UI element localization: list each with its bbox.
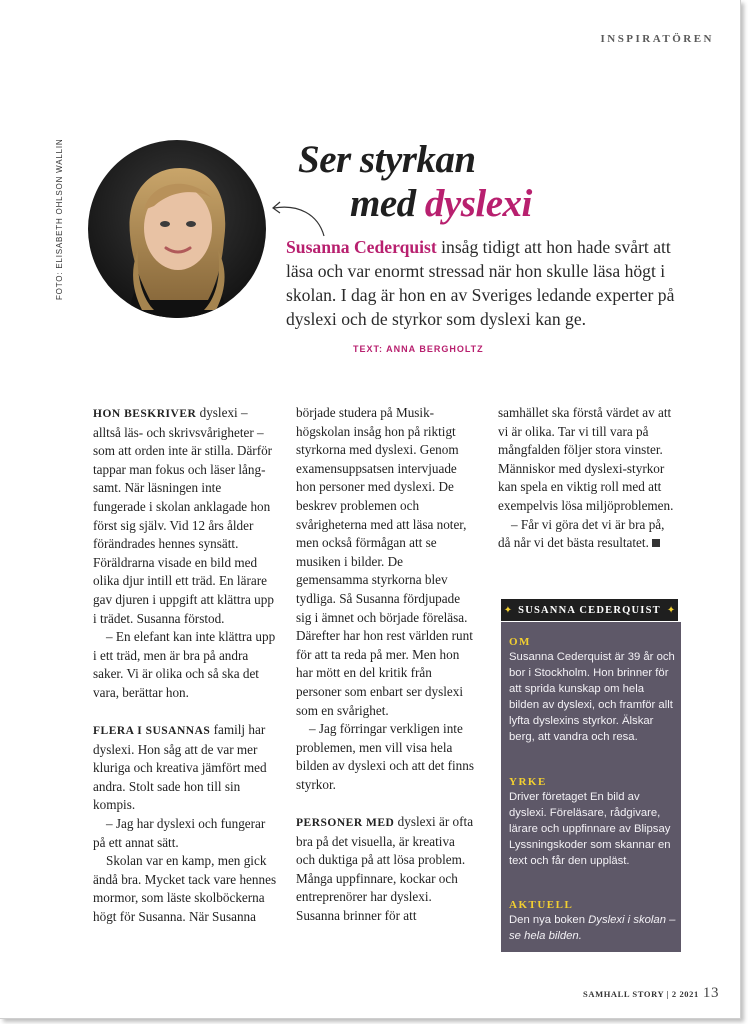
paragraph-text: familj har dyslexi. Hon såg att de var mer kluriga och kreativa jämfört med andra. Stolt sade hon till sin kompis. (93, 722, 267, 813)
factbox-text: Susanna Cederquist är 39 år och bor i Stockholm. Hon brinner för att sprida kunskap om hela bilden av dyslexi, och framför allt lyfta dyslexins styrkor. Älskar berg, att vandra och resa. (509, 651, 675, 744)
paragraph (93, 721, 277, 815)
factbox-yrke (509, 775, 677, 869)
factbox-text (509, 912, 677, 944)
byline: TEXT: ANNA BERGHOLTZ (353, 344, 484, 354)
factbox-aktuell (509, 898, 677, 944)
section-label: INSPIRATÖREN (600, 33, 714, 45)
title-line-2 (298, 182, 532, 226)
title-line-1: Ser styrkan (298, 138, 476, 181)
lead-in: FLERA I SUSANNAS (93, 725, 211, 738)
title-accent-word: dyslexi (424, 182, 532, 225)
portrait-illustration (88, 140, 266, 318)
factbox-om (509, 635, 677, 746)
magazine-issue: SAMHALL STORY | 2 2021 (583, 989, 699, 999)
photo-credit: FOTO: ELISABETH OHLSON WALLIN (55, 138, 64, 300)
paragraph (296, 813, 476, 926)
page-footer (583, 985, 719, 1002)
article-lede (286, 235, 696, 331)
lede-name: Susanna Cederquist (286, 237, 437, 257)
title-line-2-prefix: med (350, 182, 425, 225)
book-title: Dyslexi i skolan – se hela bilden. (509, 914, 676, 943)
factbox-text: Driver företaget En bild av dyslexi. Föreläsare, rådgivare, lärare och uppfinnare av Blipsay Lyssningskoder som skannar en text och får den uppläst. (509, 791, 671, 868)
body-column-1 (93, 404, 277, 927)
article-title (298, 138, 532, 226)
portrait-photo (88, 140, 266, 318)
body-column-2 (296, 404, 476, 926)
paragraph (498, 516, 680, 553)
paragraph: – Jag har dyslexi och fungerar på ett annat sätt. (93, 816, 266, 850)
paragraph: samhället ska förstå värdet av att vi är olika. Tar vi till vara på mångfalden följer stora vinster. Människor med dyslexi-styrkor kan spela en viktig roll med att exempelvis lösa miljöproblemen. (498, 405, 674, 513)
paragraph-text: dyslexi är ofta bra på det visuella, är kreativa och duktiga på att lösa problem. Många uppfinnare, kockar och entreprenörer har dyslexi. Susanna brinner för att (296, 814, 474, 924)
paragraph: Skolan var en kamp, men gick ändå bra. Mycket tack vare hennes mormor, som läste skolböckerna högt för Susanna. När Susanna (93, 853, 277, 925)
paragraph-text: dyslexi – alltså läs- och skrivsvårigheter – som att orden inte är stilla. Därför tappar man fokus och läser långsamt. När läsningen inte fungerade i skolan anklagade hon först sig själv. Vid 12 års ålder förändrades hennes synsätt. Föräldrarna visade en bild med olika djur intill ett träd. En lärare gav djuren i uppgift att klättra upp i trädet. Susanna förstod. (93, 405, 274, 626)
factbox-heading: OM (509, 636, 531, 648)
factbox-title: SUSANNA CEDERQUIST (518, 604, 661, 616)
paragraph (93, 404, 277, 628)
factbox-header (501, 599, 678, 621)
paragraph: började studera på Musikhögskolan insåg hon på riktigt styrkorna med dyslexi. Genom examensuppsatsen intervjuade hon personer med dyslexi. De beskrev problemen och svårigheterna med att läsa noter, men också förmågan att se musiken i bilder. De gemensamma styrkorna blev tydliga. Så Susanna fördjupade sig i ämnet och började föreläsa. Därefter har hon rest världen runt för att ta reda på mer. Men hon har mött en del kritik från personer som enbart ser dyslexi som en svårighet. (296, 405, 473, 718)
lede-text: insåg tidigt att hon hade svårt att läsa och var enormt stressad när hon skulle läsa högt i skolan. I dag är hon en av Sveriges ledande experter på dyslexi och de styrkor som dyslexi kan ge. (286, 237, 675, 329)
paragraph: – Jag förringar verkligen inte problemen, men vill visa hela bilden av dyslexi och att det finns styrkor. (296, 721, 474, 792)
sparkle-icon: ✦ (503, 604, 513, 616)
paragraph-text: – Får vi göra det vi är bra på, då når vi det bästa resultatet. (498, 516, 665, 551)
paragraph: – En elefant kan inte klättra upp i ett träd, men är bra på andra saker. Vi är olika och så ska det vara, berättar hon. (93, 629, 276, 700)
lead-in: HON BESKRIVER (93, 408, 197, 420)
factbox-heading: AKTUELL (509, 899, 574, 911)
end-mark-icon (652, 539, 660, 547)
lead-in: PERSONER MED (296, 817, 395, 830)
factbox-text-prefix: Den nya boken (509, 914, 589, 926)
sparkle-icon: ✦ (666, 604, 676, 616)
body-column-3 (498, 404, 680, 553)
factbox-heading: YRKE (509, 776, 547, 788)
page-number: 13 (702, 985, 720, 1001)
